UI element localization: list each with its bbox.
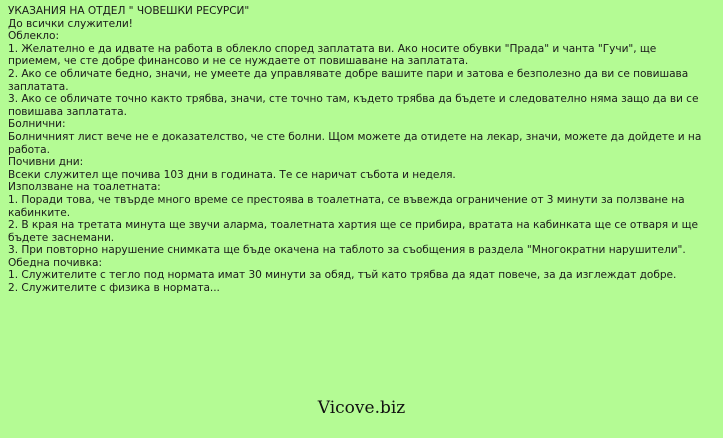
clothing-rule-2: 2. Ако се обличате бедно, значи, не умеете да управлявате добре вашите пари и затова е безполезно да ви се повишава заплатата.	[8, 67, 689, 93]
document-title: УКАЗАНИЯ НА ОТДЕЛ " ЧОВЕШКИ РЕСУРСИ"	[8, 5, 250, 17]
section-heading-days-off: Почивни дни:	[8, 156, 84, 169]
lunch-rule-2: 2. Служителите с физика в нормата...	[8, 282, 220, 295]
days-off-text: Всеки служител ще почива 103 дни в годината. Те се наричат събота и неделя.	[8, 168, 456, 181]
section-heading-clothing: Облекло:	[8, 30, 59, 43]
section-heading-lunch: Обедна почивка:	[8, 256, 103, 269]
site-watermark: Vicove.biz	[317, 398, 406, 418]
clothing-rule-3: 3. Ако се обличате точно както трябва, значи, сте точно там, където трябва да бъдете и следователно няма защо да ви се повишава заплатата.	[8, 93, 699, 118]
lunch-rule-1: 1. Служителите с тегло под нормата имат 30 минути за обяд, тъй като трябва да ядат повече, за да изглеждат добре.	[8, 269, 677, 282]
toilet-rule-2: 2. В края на третата минута ще звучи аларма, тоалетната хартия ще се прибира, вратата на кабинката ще се отваря и ще бъдете заснемани.	[8, 219, 698, 244]
section-heading-sick-leave: Болнични:	[8, 118, 66, 131]
greeting: До всички служители!	[8, 17, 133, 30]
clothing-rule-1: 1. Желателно е да идвате на работа в облекло според заплатата ви. Ако носите обувки "Прада" и чанта "Гучи", ще приемем, че сте добре финансово и не се нуждаете от повишаване на заплатата.	[8, 42, 657, 68]
section-heading-toilet: Използване на тоалетната:	[8, 181, 161, 194]
document-body	[8, 5, 708, 295]
sick-leave-text: Болничният лист вече не е доказателство, че сте болни. Щом можете да отидете на лекар, значи, можете да дойдете и на работа.	[8, 130, 702, 156]
toilet-rule-3: 3. При повторно нарушение снимката ще бъде окачена на таблото за съобщения в раздела "Многократни нарушители".	[8, 244, 686, 257]
toilet-rule-1: 1. Поради това, че твърде много време се престоява в тоалетната, се въвежда ограничение от 3 минути за ползване на кабинките.	[8, 193, 685, 219]
